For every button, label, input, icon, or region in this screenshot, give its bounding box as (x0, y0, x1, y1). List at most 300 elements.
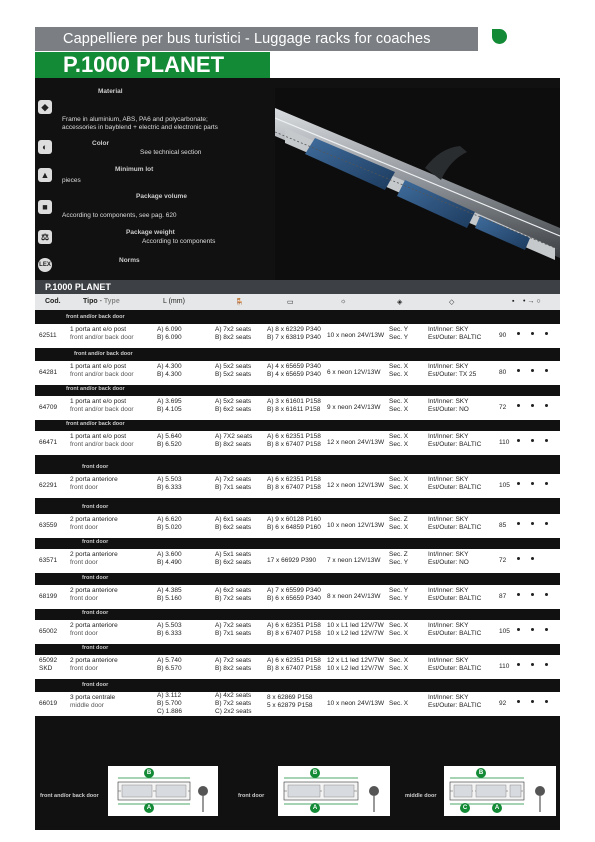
cell-sec1 (389, 587, 408, 603)
cell-spk1 (267, 363, 321, 379)
color-label: Color (92, 140, 109, 147)
diagram-front-back-door (108, 766, 218, 816)
row-door-label: front door (82, 682, 109, 688)
cell-spk1-main: A) 6 x 62351 P158 (267, 476, 321, 483)
cell-sec1 (389, 700, 408, 708)
cell-light-main: 9 x neon 24V/13W (327, 404, 381, 411)
cell-col1-main: Int/Inner: SKY (428, 622, 469, 629)
cell-len1-main: A) 3.112 (157, 692, 182, 699)
norms-icon: LEX (38, 258, 52, 272)
row-door-label: front door (82, 610, 109, 616)
cell-len2: B) 4.490 (157, 559, 182, 566)
package-weight-label: Package weight (126, 229, 175, 236)
cell-seats2: B) 6x2 seats (215, 406, 252, 413)
cell-seats1-main: A) 5x2 seats (215, 363, 252, 370)
diagram-1-letter-b: B (144, 768, 154, 778)
cell-cod-main: 63559 (39, 522, 58, 529)
cell-seats1 (215, 587, 251, 603)
cell-col1-main: Int/Inner: SKY (428, 516, 469, 523)
availability-dot (531, 332, 534, 335)
cell-len1-main: A) 5.503 (157, 476, 182, 483)
cell-tipo1-main: 2 porta anteriore (70, 622, 118, 629)
product-photo (275, 88, 560, 280)
color-swatch-icon: ◇ (449, 299, 455, 306)
cell-seats1-main: A) 5x2 seats (215, 398, 252, 405)
table-header (35, 294, 560, 310)
availability-dot (517, 482, 520, 485)
cell-light (327, 622, 384, 638)
cell-tipo1-main: 2 porta anteriore (70, 476, 118, 483)
cell-seats2: B) 8x2 seats (215, 334, 252, 341)
cell-tipo2: front and/or back door (70, 406, 134, 413)
cell-spk1-main: A) 6 x 62351 P158 (267, 433, 321, 440)
cell-sec1-main: Sec. X (389, 476, 409, 483)
cell-num-main: 85 (499, 522, 507, 529)
cell-num (499, 404, 506, 412)
cell-cod (39, 369, 57, 377)
cell-num-main: 110 (499, 663, 510, 670)
cell-col1-main: Int/Inner: SKY (428, 551, 469, 558)
cell-col1-main: Int/Inner: SKY (428, 657, 469, 664)
cell-sec1-main: Sec. X (389, 700, 409, 707)
cell-spk1 (267, 557, 316, 565)
cell-tipo1 (70, 433, 134, 449)
cell-len2: B) 6.333 (157, 484, 182, 491)
cell-tipo1-main: 1 porta ant e/o post (70, 326, 127, 333)
diagram-2-letter-b: B (310, 768, 320, 778)
cell-seats1 (215, 476, 251, 492)
cell-len1-main: A) 5.640 (157, 433, 182, 440)
cell-spk1 (267, 657, 321, 673)
cell-num-main: 105 (499, 628, 510, 635)
cell-col1-main: Int/Inner: SKY (428, 433, 469, 440)
cell-cod (39, 628, 57, 636)
availability-dot (531, 593, 534, 596)
col-cod: Cod. (45, 298, 61, 305)
cell-len1 (157, 326, 182, 342)
cell-spk1-main: A) 3 x 61601 P158 (267, 398, 321, 405)
cell-spk1-main: A) 4 x 65659 P340 (267, 363, 321, 370)
cell-light-main: 12 x neon 12V/13W (327, 482, 385, 489)
cell-seats1 (215, 433, 252, 449)
cell-seats1-main: A) 5x1 seats (215, 551, 252, 558)
cell-num (499, 628, 510, 636)
availability-dot (531, 482, 534, 485)
cell-tipo2: front door (70, 559, 98, 566)
cell-col1-main: Int/Inner: SKY (428, 398, 469, 405)
diagram-front-door (278, 766, 390, 816)
cell-light2: 10 x L2 led 12V/7W (327, 630, 384, 637)
availability-dot (517, 522, 520, 525)
cell-num (499, 332, 506, 340)
cell-cod-main: 66471 (39, 439, 58, 446)
cell-num-main: 72 (499, 404, 507, 411)
cell-tipo2: front and/or back door (70, 371, 134, 378)
availability-dot (531, 663, 534, 666)
availability-dot (545, 663, 548, 666)
cell-light (327, 657, 384, 673)
cell-spk2: B) 4 x 65659 P340 (267, 371, 321, 378)
row-door-label: front door (82, 575, 109, 581)
cell-num-main: 90 (499, 332, 507, 339)
cell-col1-main: Int/Inner: SKY (428, 363, 469, 370)
cell-tipo2: front and/or back door (70, 334, 134, 341)
cell-seats1 (215, 692, 252, 716)
cell-light (327, 369, 380, 377)
cell-seats2: B) 5x2 seats (215, 371, 252, 378)
cell-spk2: 5 x 62879 P158 (267, 702, 313, 709)
availability-dot (517, 369, 520, 372)
cell-spk1 (267, 433, 321, 449)
cell-spk1 (267, 694, 313, 710)
cell-cod (39, 557, 57, 565)
material-label: Material (98, 88, 123, 95)
cell-spk2: B) 8 x 67407 P158 (267, 441, 321, 448)
cell-spk1 (267, 622, 321, 638)
cell-cod (39, 482, 57, 490)
availability-dot (517, 557, 520, 560)
cell-spk1-main: A) 8 x 62329 P340 (267, 326, 321, 333)
cell-seats2: B) 7x1 seats (215, 484, 252, 491)
cell-tipo1 (70, 398, 134, 414)
cell-col2: Est/Outer: BALTIC (428, 630, 482, 637)
cell-col2: Est/Outer: BALTIC (428, 484, 482, 491)
cell-num-main: 80 (499, 369, 507, 376)
cell-light-main: 10 x neon 24V/13W (327, 700, 385, 707)
row-door-label: front and/or back door (66, 314, 125, 320)
cell-col2: Est/Outer: BALTIC (428, 702, 482, 709)
cell-sec2: Sec. X (389, 665, 409, 672)
cell-num (499, 369, 506, 377)
cell-seats2: B) 6x2 seats (215, 559, 252, 566)
cell-sec1-main: Sec. X (389, 398, 409, 405)
cell-seats1 (215, 516, 251, 532)
cell-cod-main: 63571 (39, 557, 58, 564)
availability-dot (545, 700, 548, 703)
cell-sec1-main: Sec. X (389, 363, 409, 370)
availability-dot (545, 522, 548, 525)
minimum-lot-icon: ▲ (38, 168, 52, 182)
cell-seats2: B) 7x2 seats (215, 595, 252, 602)
cell-len1-main: A) 6.620 (157, 516, 182, 523)
cell-light (327, 439, 384, 447)
cell-tipo1 (70, 694, 115, 710)
material-icon: ◆ (38, 100, 52, 114)
cell-sec2: Sec. X (389, 406, 409, 413)
cell-col1-main: Int/Inner: SKY (428, 587, 469, 594)
cell-sec1-main: Sec. X (389, 657, 409, 664)
cell-seats2: B) 8x2 seats (215, 665, 252, 672)
cell-sec1-main: Sec. X (389, 622, 409, 629)
cell-num-main: 87 (499, 593, 507, 600)
seats-icon: 🪑 (235, 299, 244, 306)
col-length: L (mm) (163, 298, 185, 305)
cell-spk1-main: A) 9 x 60128 P160 (267, 516, 321, 523)
cell-len1 (157, 363, 182, 379)
cell-sec2: Sec. X (389, 524, 409, 531)
cell-sec1 (389, 551, 408, 567)
table-row (35, 655, 560, 679)
cell-col1 (428, 694, 481, 710)
cell-len1 (157, 692, 182, 716)
cell-seats1-main: A) 4x2 seats (215, 692, 252, 699)
color-text: See technical section (140, 149, 202, 156)
availability-dot (517, 332, 520, 335)
cell-tipo2: middle door (70, 702, 104, 709)
cell-cod (39, 593, 57, 601)
cell-tipo1 (70, 363, 134, 379)
cell-tipo1 (70, 476, 118, 492)
cell-num-main: 105 (499, 482, 510, 489)
package-volume-text: According to components, see pag. 620 (62, 212, 177, 219)
cell-num (499, 663, 509, 671)
availability-dot (545, 369, 548, 372)
cell-len2: B) 6.520 (157, 441, 182, 448)
cell-tipo1-main: 2 porta anteriore (70, 551, 118, 558)
cell-cod2: SKD (39, 665, 53, 672)
cell-len1-main: A) 4.385 (157, 587, 182, 594)
cell-cod-main: 66019 (39, 700, 58, 707)
cell-spk1 (267, 587, 321, 603)
cell-sec2: Sec. Y (389, 595, 409, 602)
cell-light (327, 557, 380, 565)
cell-len2: B) 5.700 (157, 700, 182, 707)
cell-cod-main: 68199 (39, 593, 58, 600)
cell-len1 (157, 398, 182, 414)
cell-num-main: 110 (499, 439, 510, 446)
cell-spk1-main: 8 x 62869 P158 (267, 694, 313, 701)
row-door-label: front door (82, 504, 109, 510)
series-title: P.1000 PLANET (35, 280, 560, 294)
cell-seats1 (215, 326, 251, 342)
cell-sec1 (389, 398, 408, 414)
cell-num (499, 439, 509, 447)
cell-len1 (157, 476, 182, 492)
cell-tipo1-main: 1 porta ant e/o post (70, 363, 127, 370)
package-weight-text: According to components (142, 238, 216, 245)
cell-light-main: 7 x neon 12V/13W (327, 557, 381, 564)
minimum-lot-label: Minimum lot (115, 166, 154, 173)
weight-col-icon: ▪ (512, 298, 515, 305)
availability-dot (545, 593, 548, 596)
cell-light-main: 6 x neon 12V/13W (327, 369, 381, 376)
cell-tipo1-main: 1 porta ant e/o post (70, 398, 127, 405)
cell-spk1-main: A) 6 x 62351 P158 (267, 622, 321, 629)
availability-dot (531, 628, 534, 631)
availability-dot (517, 439, 520, 442)
diagram-1-letter-a: A (144, 803, 154, 813)
availability-dot (531, 557, 534, 560)
cell-light-main: 8 x neon 24V/13W (327, 593, 381, 600)
availability-dot (517, 593, 520, 596)
cell-col1 (428, 398, 469, 414)
cell-seats2: B) 7x1 seats (215, 630, 252, 637)
color-icon: ◐ (38, 140, 52, 154)
cell-len1 (157, 433, 182, 449)
norms-label: Norms (119, 257, 140, 264)
cell-tipo2: front and/or back door (70, 441, 134, 448)
availability-dot (517, 663, 520, 666)
speaker-icon: ▭ (287, 299, 294, 306)
cell-len2: B) 6.090 (157, 334, 182, 341)
cell-light-main: 12 x neon 24V/13W (327, 439, 385, 446)
table-row (35, 324, 560, 348)
cell-seats1-main: A) 6x1 seats (215, 516, 252, 523)
cell-col1 (428, 363, 476, 379)
cell-spk1-main: A) 6 x 62351 P158 (267, 657, 321, 664)
cell-len1-main: A) 6.090 (157, 326, 182, 333)
table-row (35, 474, 560, 498)
table-row (35, 361, 560, 385)
cell-tipo1 (70, 587, 118, 603)
cell-spk2: B) 7 x 63819 P340 (267, 334, 321, 341)
cell-tipo1-main: 2 porta anteriore (70, 587, 118, 594)
table-row (35, 514, 560, 538)
cell-light-main: 10 x neon 12V/13W (327, 522, 385, 529)
table-row (35, 620, 560, 644)
availability-dot (545, 332, 548, 335)
diagram-2-letter-a: A (310, 803, 320, 813)
diagram-3-letter-a: A (492, 803, 502, 813)
brand-leaf-icon (492, 29, 507, 44)
cell-spk2: B) 8 x 67407 P158 (267, 630, 321, 637)
cell-tipo1 (70, 326, 134, 342)
cell-col1-main: Int/Inner: SKY (428, 694, 469, 701)
cell-len1-main: A) 3.600 (157, 551, 182, 558)
cell-light (327, 332, 384, 340)
cell-light (327, 593, 380, 601)
cell-col1 (428, 433, 481, 449)
cell-len1 (157, 587, 182, 603)
cell-len1 (157, 551, 182, 567)
cell-cod-main: 62511 (39, 332, 57, 339)
cell-seats1 (215, 622, 251, 638)
cell-col1-main: Int/Inner: SKY (428, 476, 469, 483)
package-volume-label: Package volume (136, 193, 187, 200)
cell-spk1 (267, 516, 321, 532)
cell-seats3: C) 2x2 seats (215, 708, 252, 715)
row-door-label: front door (82, 464, 109, 470)
cell-sec1 (389, 326, 408, 342)
cell-tipo2: front door (70, 524, 98, 531)
cell-tipo1 (70, 516, 118, 532)
cell-col1 (428, 657, 481, 673)
availability-dot (545, 482, 548, 485)
cell-num (499, 522, 506, 530)
cell-cod-main: 64281 (39, 369, 58, 376)
cell-len1 (157, 657, 182, 673)
cell-tipo1 (70, 657, 118, 673)
cell-light (327, 700, 384, 708)
cell-num (499, 700, 506, 708)
availability-dot (531, 404, 534, 407)
cell-tipo1-main: 2 porta anteriore (70, 516, 118, 523)
minimum-lot-text: pieces (62, 177, 81, 184)
cell-tipo1-main: 1 porta ant e/o post (70, 433, 127, 440)
diagram-3-letter-b: B (476, 768, 486, 778)
cell-seats1-main: A) 7X2 seats (215, 433, 253, 440)
cell-spk1 (267, 476, 321, 492)
cell-light-main: 12 x L1 led 12V/7W (327, 657, 384, 664)
cell-light-main: 10 x L1 led 12V/7W (327, 622, 384, 629)
cell-sec1-main: Sec. Z (389, 516, 408, 523)
page-title: Cappelliere per bus turistici - Luggage racks for coaches (35, 27, 478, 51)
cell-cod (39, 657, 57, 673)
light-icon: ☼ (340, 298, 347, 305)
cell-seats1-main: A) 7x2 seats (215, 622, 252, 629)
cell-sec1-main: Sec. Y (389, 326, 409, 333)
cell-cod (39, 332, 57, 340)
cell-cod (39, 700, 57, 708)
table-row (35, 585, 560, 609)
cell-seats2: B) 6x2 seats (215, 524, 252, 531)
cell-sec1-main: Sec. Z (389, 551, 408, 558)
cell-len2: B) 4.300 (157, 371, 182, 378)
cell-seats2: B) 8x2 seats (215, 441, 252, 448)
cell-col2: Est/Outer: BALTIC (428, 524, 482, 531)
cell-len1-main: A) 5.503 (157, 622, 182, 629)
cell-sec1 (389, 622, 408, 638)
cell-spk1-main: 17 x 66929 P390 (267, 557, 317, 564)
cell-col2: Est/Outer: TX 25 (428, 371, 477, 378)
cell-len2: B) 6.333 (157, 630, 182, 637)
cell-cod-main: 64709 (39, 404, 58, 411)
cell-num-main: 72 (499, 557, 507, 564)
cell-cod (39, 439, 57, 447)
cell-col1 (428, 551, 469, 567)
cell-light (327, 404, 380, 412)
cell-num-main: 92 (499, 700, 507, 707)
row-door-label: front door (82, 539, 109, 545)
table-row (35, 431, 560, 455)
table-row (35, 692, 560, 716)
diagram-label-2: front door (238, 793, 265, 799)
cell-num (499, 557, 506, 565)
row-door-label: front and/or back door (66, 421, 125, 427)
cell-len2: B) 4.105 (157, 406, 182, 413)
cell-cod (39, 522, 57, 530)
cell-sec2: Sec. Y (389, 334, 409, 341)
cell-tipo1-main: 3 porta centrale (70, 694, 116, 701)
cell-col1 (428, 587, 481, 603)
cell-seats1-main: A) 7x2 seats (215, 326, 252, 333)
cell-sec1 (389, 363, 408, 379)
cell-col2: Est/Outer: NO (428, 559, 469, 566)
cell-col1 (428, 476, 481, 492)
cell-seats1 (215, 398, 251, 414)
cell-col2: Est/Outer: BALTIC (428, 441, 482, 448)
cell-len2: B) 6.570 (157, 665, 182, 672)
cell-num (499, 482, 510, 490)
cell-len2: B) 5.160 (157, 595, 182, 602)
cell-tipo2: front door (70, 665, 98, 672)
cell-seats1 (215, 657, 251, 673)
cell-sec1 (389, 433, 408, 449)
row-door-label: front door (82, 645, 109, 651)
availability-dot (545, 439, 548, 442)
cell-spk2: B) 8 x 61611 P158 (267, 406, 321, 413)
availability-dot (531, 369, 534, 372)
diagram-3-letter-c: C (460, 803, 470, 813)
cell-col2: Est/Outer: NO (428, 406, 469, 413)
cell-tipo1-main: 2 porta anteriore (70, 657, 118, 664)
cell-sec2: Sec. X (389, 441, 409, 448)
cell-spk2: B) 6 x 64859 P160 (267, 524, 321, 531)
cell-sec2: Sec. X (389, 484, 409, 491)
row-door-label: front and/or back door (66, 386, 125, 392)
cell-cod-main: 62291 (39, 482, 58, 489)
product-title: P.1000 PLANET (35, 52, 270, 78)
